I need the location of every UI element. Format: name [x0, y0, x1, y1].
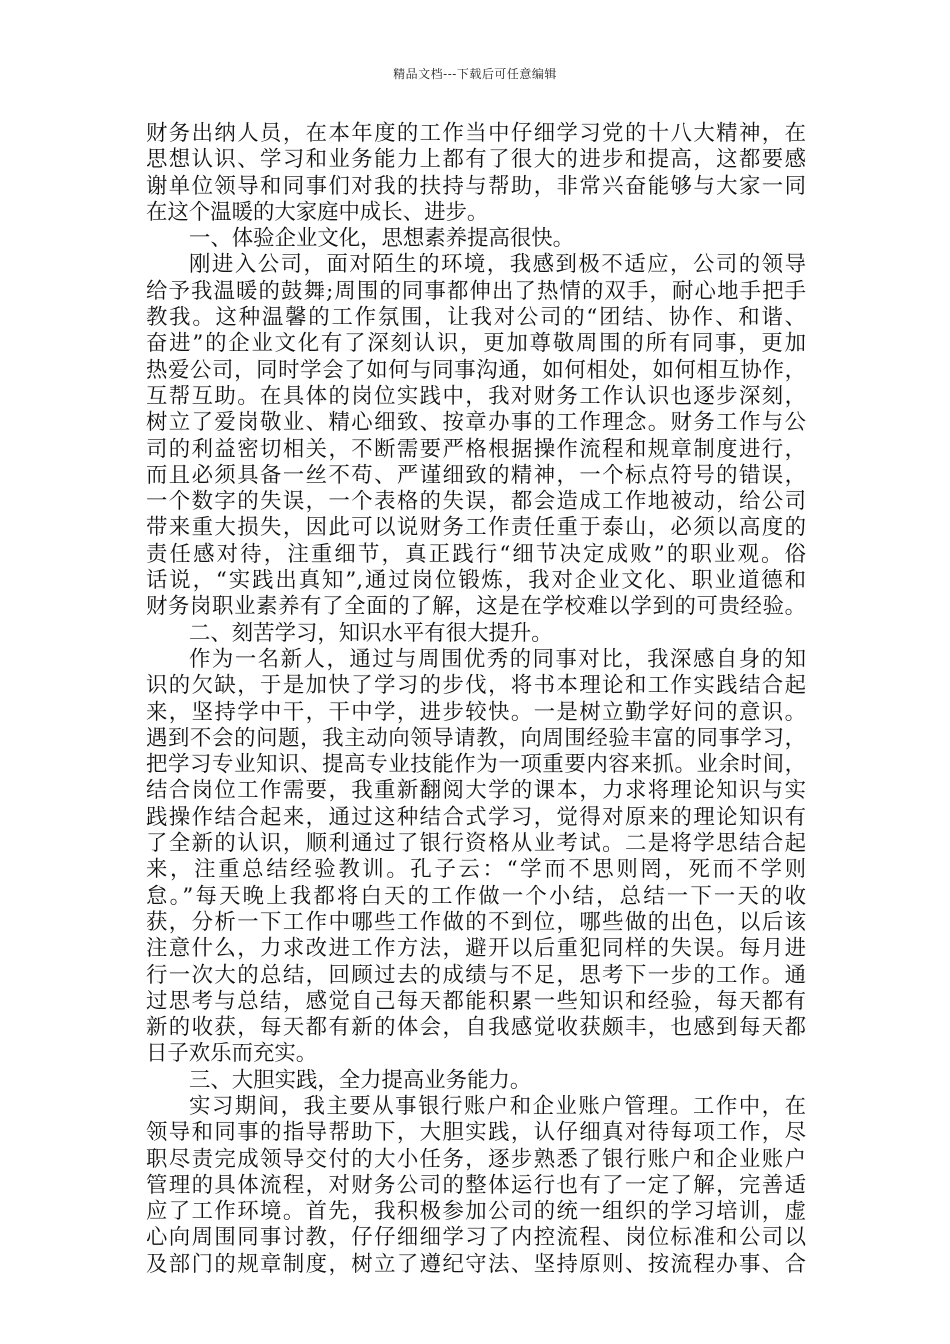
text-line: 思想认识、学习和业务能力上都有了很大的进步和提高，这都要感	[146, 147, 806, 173]
text-line: 树立了爱岗敬业、精心细致、按章办事的工作理念。财务工作与公	[146, 410, 806, 436]
text-line: 把学习专业知识、提高专业技能作为一项重要内容来抓。业余时间，	[146, 752, 806, 778]
text-line: 结合岗位工作需要，我重新翻阅大学的课本，力求将理论知识与实	[146, 778, 806, 804]
text-line: 热爱公司，同时学会了如何与同事沟通，如何相处，如何相互协作，	[146, 357, 806, 383]
text-line: 应了工作环境。首先，我积极参加公司的统一组织的学习培训，虚	[146, 1199, 806, 1225]
text-line: 了全新的认识，顺利通过了银行资格从业考试。二是将学思结合起	[146, 831, 806, 857]
text-line: 奋进”的企业文化有了深刻认识，更加尊敬周围的所有同事，更加	[146, 331, 806, 357]
text-line: 一个数字的失误，一个表格的失误，都会造成工作地被动，给公司	[146, 489, 806, 515]
text-line: 注意什么，力求改进工作方法，避开以后重犯同样的失误。每月进	[146, 936, 806, 962]
text-line: 刚进入公司，面对陌生的环境，我感到极不适应，公司的领导	[189, 252, 806, 278]
text-line: 三、大胆实践，全力提高业务能力。	[189, 1067, 532, 1093]
text-line: 来，注重总结经验教训。孔子云：“学而不思则罔，死而不学则	[146, 857, 806, 883]
text-line: 互帮互助。在具体的岗位实践中，我对财务工作认识也逐步深刻，	[146, 383, 806, 409]
text-line: 谢单位领导和同事们对我的扶持与帮助，非常兴奋能够与大家一同	[146, 173, 806, 199]
text-line: 作为一名新人，通过与周围优秀的同事对比，我深感自身的知	[189, 646, 806, 672]
text-line: 一、体验企业文化，思想素养提高很快。	[189, 226, 575, 252]
text-line: 而且必须具备一丝不苟、严谨细致的精神，一个标点符号的错误，	[146, 462, 806, 488]
text-line: 怠。”每天晚上我都将白天的工作做一个小结，总结一下一天的收	[146, 883, 806, 909]
text-line: 带来重大损失，因此可以说财务工作责任重于泰山，必须以高度的	[146, 515, 806, 541]
text-line: 教我。这种温馨的工作氛围，让我对公司的“团结、协作、和谐、	[146, 305, 806, 331]
document-body	[146, 121, 806, 1278]
text-line: 实习期间，我主要从事银行账户和企业账户管理。工作中，在	[189, 1093, 806, 1119]
text-line: 践操作结合起来，通过这种结合式学习，觉得对原来的理论知识有	[146, 804, 806, 830]
text-line: 责任感对待，注重细节，真正践行“细节决定成败”的职业观。俗	[146, 541, 806, 567]
text-line: 遇到不会的问题，我主动向领导请教，向周围经验丰富的同事学习，	[146, 725, 806, 751]
text-line: 管理的具体流程，对财务公司的整体运行也有了一定了解，完善适	[146, 1172, 806, 1198]
text-line: 识的欠缺，于是加快了学习的步伐，将书本理论和工作实践结合起	[146, 673, 806, 699]
text-line: 给予我温暖的鼓舞;周围的同事都伸出了热情的双手，耐心地手把手	[146, 278, 806, 304]
text-line: 过思考与总结，感觉自己每天都能积累一些知识和经验，每天都有	[146, 988, 806, 1014]
text-line: 行一次大的总结，回顾过去的成绩与不足，思考下一步的工作。通	[146, 962, 806, 988]
text-line: 财务出纳人员，在本年度的工作当中仔细学习党的十八大精神，在	[146, 121, 806, 146]
text-line: 话说，“实践出真知”,通过岗位锻炼，我对企业文化、职业道德和	[146, 568, 806, 594]
text-line: 日子欢乐而充实。	[146, 1041, 318, 1067]
text-line: 职尽责完成领导交付的大小任务，逐步熟悉了银行账户和企业账户	[146, 1146, 806, 1172]
text-line: 二、刻苦学习，知识水平有很大提升。	[189, 620, 553, 646]
text-line: 司的利益密切相关，不断需要严格根据操作流程和规章制度进行，	[146, 436, 806, 462]
text-line: 及部门的规章制度，树立了遵纪守法、坚持原则、按流程办事、合	[146, 1251, 806, 1277]
text-line: 在这个温暖的大家庭中成长、进步。	[146, 199, 489, 225]
text-line: 来，坚持学中干，干中学，进步较快。一是树立勤学好问的意识。	[146, 699, 806, 725]
text-line: 新的收获，每天都有新的体会，自我感觉收获颇丰，也感到每天都	[146, 1015, 806, 1041]
text-line: 领导和同事的指导帮助下，大胆实践，认仔细真对待每项工作，尽	[146, 1120, 806, 1146]
text-line: 财务岗职业素养有了全面的了解，这是在学校难以学到的可贵经验。	[146, 594, 806, 620]
text-line: 心向周围同事讨教，仔仔细细学习了内控流程、岗位标准和公司以	[146, 1225, 806, 1251]
text-line: 获，分析一下工作中哪些工作做的不到位，哪些做的出色，以后该	[146, 909, 806, 935]
page-header: 精品文档---下载后可任意编辑	[393, 67, 557, 81]
